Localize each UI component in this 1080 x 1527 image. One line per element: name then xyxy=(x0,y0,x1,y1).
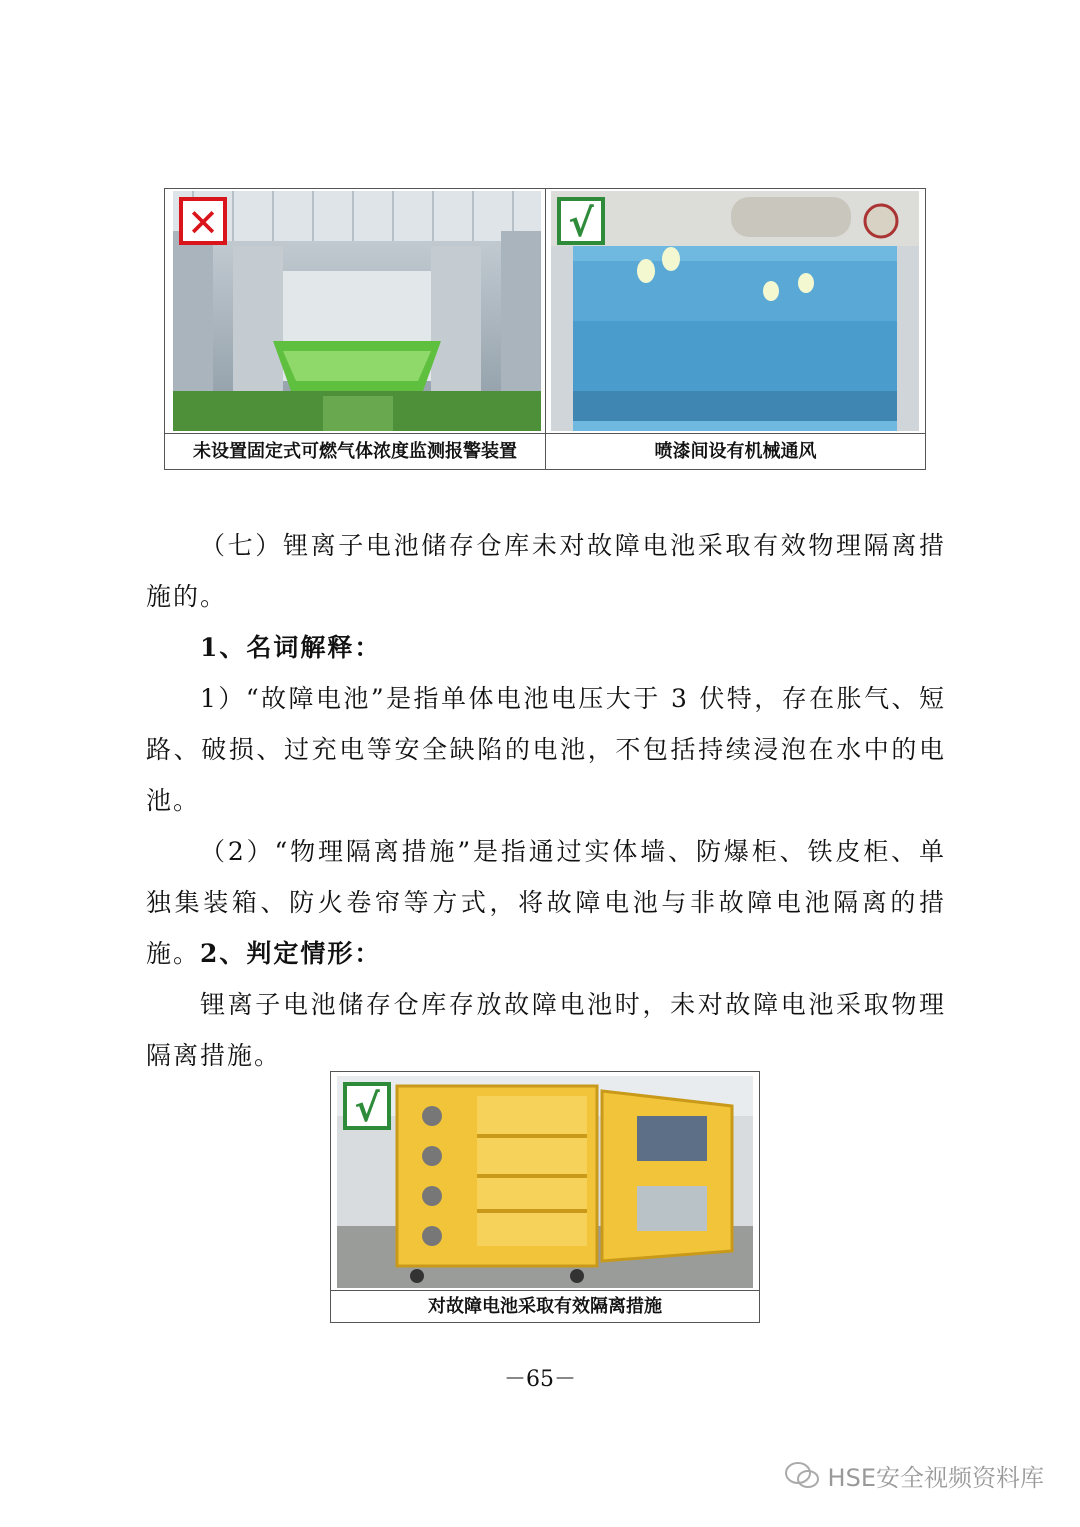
paragraph-fault-battery: 1）“故障电池”是指单体电池电压大于 3 伏特，存在胀气、短路、破损、过充电等安全缺陷的电池，不包括持续浸泡在水中的电池。 xyxy=(146,684,946,815)
watermark xyxy=(784,1458,1044,1493)
photo-battery-cabinet xyxy=(337,1076,753,1288)
paragraph-physical-isolation: （2）“物理隔离措施”是指通过实体墙、防爆柜、铁皮柜、单独集装箱、防火卷帘等方式，将故障电池与非故障电池隔离的措施。 xyxy=(146,837,946,968)
page-number: －65－ xyxy=(504,1367,576,1392)
caption-right: 喷漆间设有机械通风 xyxy=(654,441,817,462)
figure-top xyxy=(164,188,926,470)
cabinet-illustration xyxy=(337,1076,753,1288)
figure-bottom xyxy=(330,1071,760,1323)
caption-bottom: 对故障电池采取有效隔离措施 xyxy=(331,1290,759,1323)
check-mark-icon: √ xyxy=(343,1082,391,1130)
caption-row xyxy=(165,433,925,470)
paragraph-judgement: 锂离子电池储存仓库存放故障电池时，未对故障电池采取物理隔离措施。 xyxy=(146,990,946,1070)
watermark-text: HSE安全视频资料库 xyxy=(827,1464,1044,1492)
check-mark-icon: √ xyxy=(557,197,605,245)
paragraph-7: （七）锂离子电池储存仓库未对故障电池采取有效物理隔离措施的。 xyxy=(146,531,946,611)
photo-spray-booth-ventilation xyxy=(551,191,919,431)
wrong-mark-icon: ✕ xyxy=(179,197,227,245)
wechat-icon xyxy=(784,1461,820,1491)
caption-left: 未设置固定式可燃气体浓度监测报警装置 xyxy=(193,441,517,462)
photo-spray-booth-no-alarm xyxy=(173,191,541,431)
spray-booth-illustration xyxy=(173,191,541,431)
ventilated-booth-illustration xyxy=(551,191,919,431)
heading-definitions: 1、名词解释： xyxy=(200,633,382,662)
heading-judgement: 2、判定情形： xyxy=(200,939,382,968)
figure-divider xyxy=(545,189,546,469)
